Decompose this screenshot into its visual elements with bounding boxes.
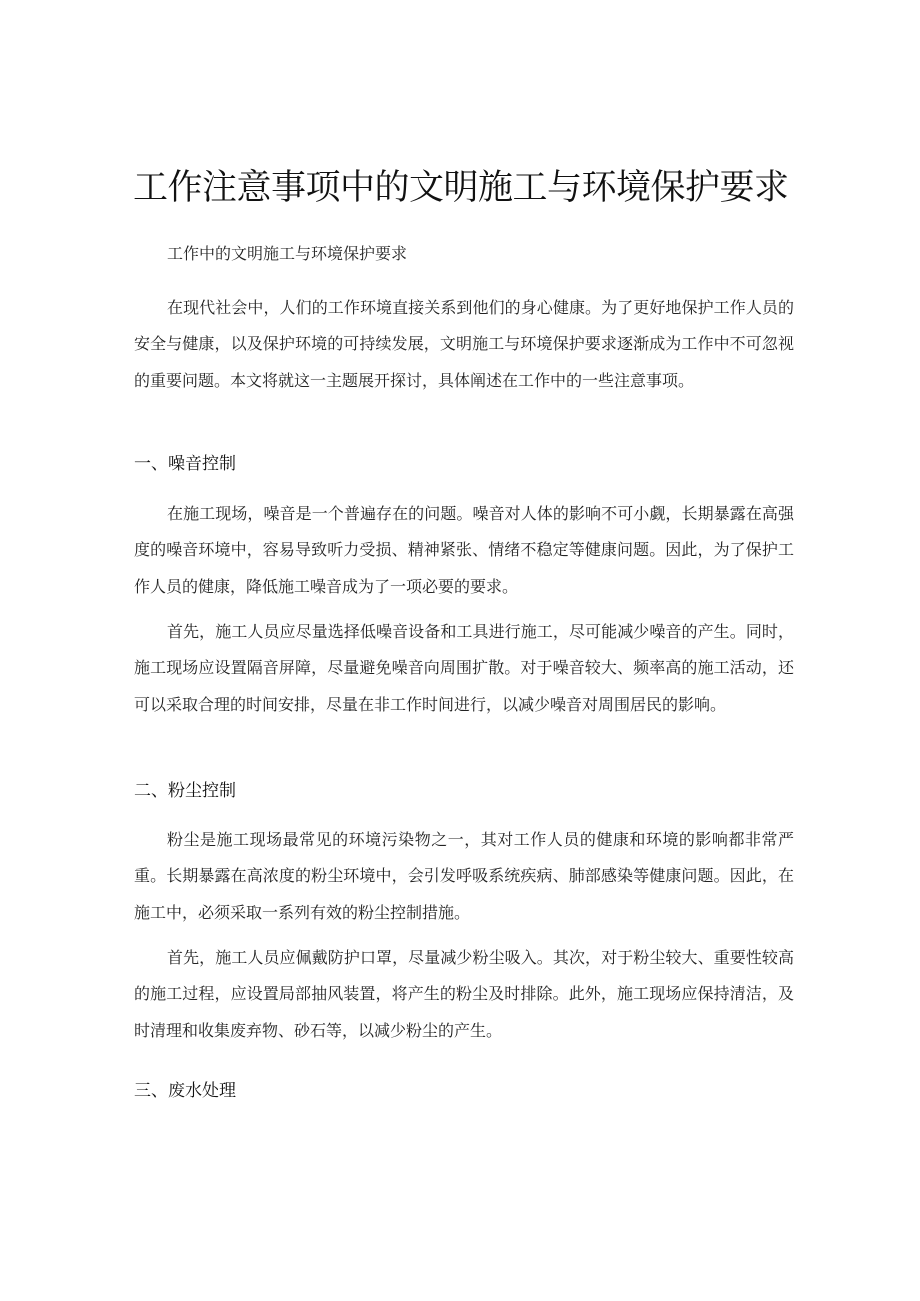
section-paragraph: 首先，施工人员应尽量选择低噪音设备和工具进行施工，尽可能减少噪音的产生。同时，施工现场应设置隔音屏障，尽量避免噪音向周围扩散。对于噪音较大、频率高的施工活动，还可以采取合理的时间安排，尽量在非工作时间进行，以减少噪音对周围居民的影响。 (134, 622, 794, 714)
section-paragraph: 在施工现场，噪音是一个普遍存在的问题。噪音对人体的影响不可小觑，长期暴露在高强度的噪音环境中，容易导致听力受损、精神紧张、情绪不稳定等健康问题。因此，为了保护工作人员的健康，降低施工噪音成为了一项必要的要求。 (134, 504, 794, 596)
intro-paragraph: 在现代社会中，人们的工作环境直接关系到他们的身心健康。为了更好地保护工作人员的安全与健康，以及保护环境的可持续发展，文明施工与环境保护要求逐渐成为工作中不可忽视的重要问题。本文将就这一主题展开探讨，具体阐述在工作中的一些注意事项。 (134, 298, 794, 390)
document-subtitle: 工作中的文明施工与环境保护要求 (167, 244, 408, 263)
document-title: 工作注意事项中的文明施工与环境保护要求 (133, 168, 789, 208)
section-heading-wastewater: 三、废水处理 (134, 1081, 236, 1101)
section-heading-dust: 二、粉尘控制 (134, 781, 236, 801)
section-heading-noise: 一、噪音控制 (134, 454, 236, 474)
section-paragraph: 首先，施工人员应佩戴防护口罩，尽量减少粉尘吸入。其次，对于粉尘较大、重要性较高的施工过程，应设置局部抽风装置，将产生的粉尘及时排除。此外，施工现场应保持清洁，及时清理和收集废弃物、砂石等，以减少粉尘的产生。 (134, 948, 794, 1040)
section-paragraph: 粉尘是施工现场最常见的环境污染物之一，其对工作人员的健康和环境的影响都非常严重。长期暴露在高浓度的粉尘环境中，会引发呼吸系统疾病、肺部感染等健康问题。因此，在施工中，必须采取一系列有效的粉尘控制措施。 (134, 830, 794, 922)
